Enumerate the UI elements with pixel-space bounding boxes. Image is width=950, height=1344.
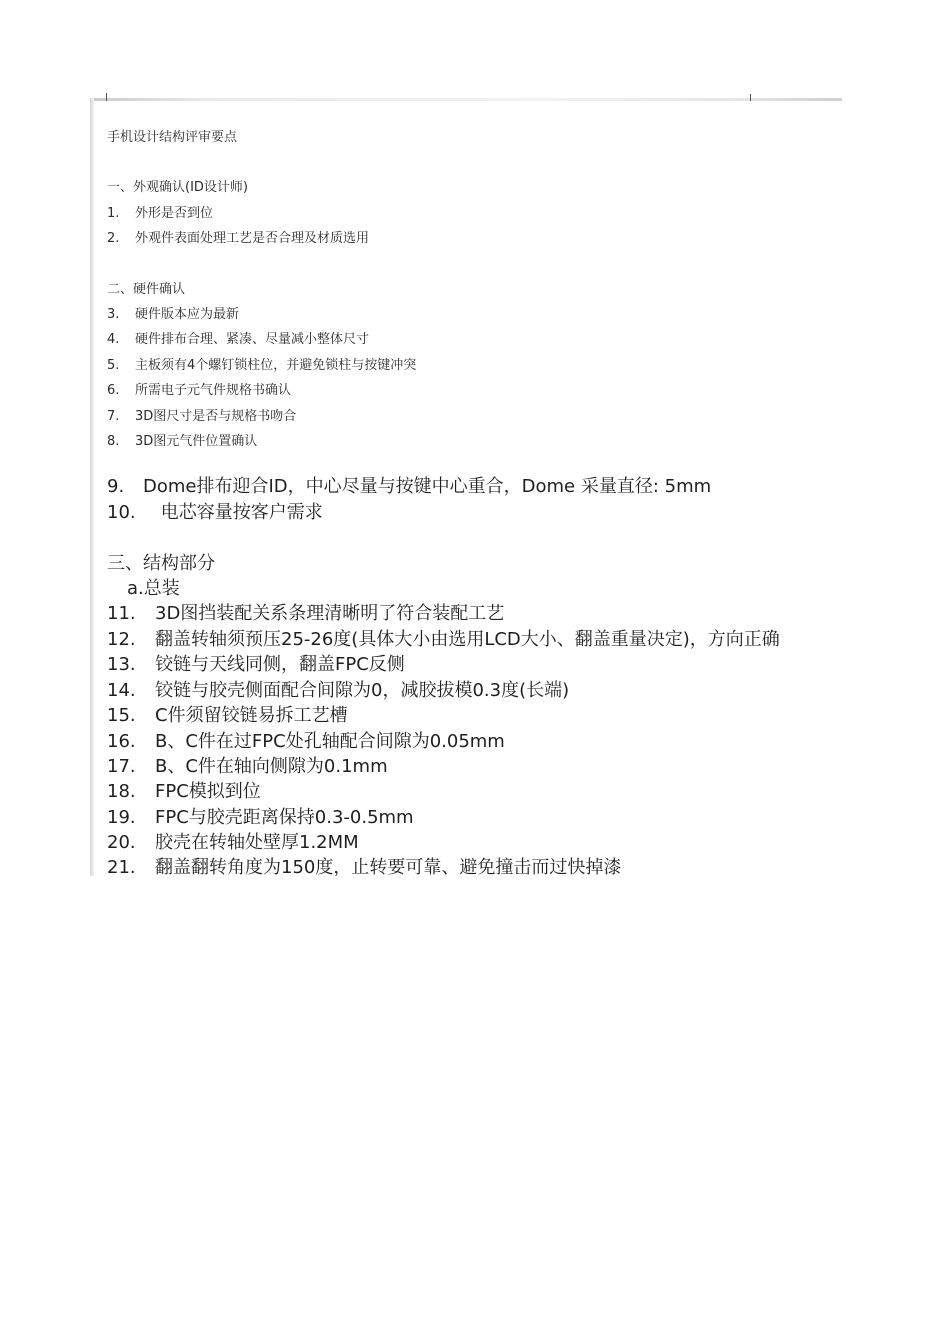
list-item — [107, 475, 711, 499]
section1-heading: 一、外观确认(ID设计师) — [107, 180, 248, 195]
list-item — [107, 306, 239, 324]
list-item — [107, 780, 261, 804]
item-text: 铰链与胶壳侧面配合间隙为0，减胶拔模0.3度(长端) — [155, 680, 570, 701]
item-number: 16. — [107, 731, 136, 752]
item-text: 铰链与天线同侧，翻盖FPC反侧 — [155, 654, 405, 675]
divider-tick-right — [750, 94, 751, 101]
list-item — [107, 331, 369, 349]
section2-heading: 二、硬件确认 — [107, 282, 186, 297]
list-item — [107, 230, 369, 248]
list-item — [107, 653, 405, 677]
section3-subheading: a.总装 — [127, 578, 180, 599]
item-text: 外观件表面处理工艺是否合理及材质选用 — [135, 231, 370, 246]
item-text: FPC与胶壳距离保持0.3-0.5mm — [155, 807, 414, 828]
item-number: 21. — [107, 857, 136, 876]
top-divider — [90, 98, 842, 101]
item-text: 所需电子元气件规格书确认 — [135, 383, 292, 398]
item-number: 6. — [107, 383, 120, 398]
list-item — [107, 628, 780, 652]
list-item — [107, 730, 505, 754]
item-number: 9. — [107, 476, 125, 497]
item-number: 5. — [107, 358, 120, 373]
item-text: B、C件在轴向侧隙为0.1mm — [155, 756, 388, 777]
item-text: FPC模拟到位 — [155, 781, 261, 802]
list-item — [107, 679, 569, 703]
list-item — [107, 755, 388, 779]
item-number: 20. — [107, 832, 136, 853]
item-number: 3. — [107, 307, 120, 322]
item-text: C件须留铰链易拆工艺槽 — [155, 705, 348, 726]
document-content — [107, 124, 847, 876]
item-text: 翻盖转轴须预压25-26度(具体大小由选用LCD大小、翻盖重量决定)，方向正确 — [155, 629, 780, 650]
item-text: B、C件在过FPC处孔轴配合间隙为0.05mm — [155, 731, 505, 752]
item-text: 电芯容量按客户需求 — [155, 502, 323, 523]
item-number: 14. — [107, 680, 136, 701]
item-number: 8. — [107, 434, 120, 449]
item-text: 外形是否到位 — [135, 206, 214, 221]
list-item — [107, 382, 291, 400]
list-item — [107, 205, 213, 223]
item-number: 1. — [107, 206, 120, 221]
item-number: 18. — [107, 781, 136, 802]
left-edge-shadow — [90, 98, 94, 876]
list-item — [107, 831, 359, 855]
list-item — [107, 704, 348, 728]
list-item — [107, 602, 504, 626]
item-text: 3D图尺寸是否与规格书吻合 — [135, 409, 297, 424]
item-number: 13. — [107, 654, 136, 675]
item-text: Dome排布迎合ID，中心尽量与按键中心重合，Dome 采量直径: 5mm — [143, 476, 712, 497]
list-item — [107, 806, 414, 830]
item-text: 硬件版本应为最新 — [135, 307, 240, 322]
item-text: 3D图挡装配关系条理清晰明了符合装配工艺 — [155, 603, 505, 624]
list-item — [107, 433, 257, 451]
list-item — [107, 856, 621, 876]
item-number: 4. — [107, 332, 120, 347]
item-text: 翻盖翻转角度为150度，止转要可靠、避免撞击而过快掉漆 — [155, 857, 622, 876]
item-number: 10. — [107, 502, 136, 523]
document-title: 手机设计结构评审要点 — [107, 130, 238, 145]
list-item — [107, 408, 296, 426]
item-number: 2. — [107, 231, 120, 246]
list-item — [107, 357, 416, 375]
item-number: 17. — [107, 756, 136, 777]
divider-tick-left — [106, 93, 107, 101]
item-text: 3D图元气件位置确认 — [135, 434, 258, 449]
item-text: 主板须有4个螺钉锁柱位，并避免锁柱与按键冲突 — [135, 358, 417, 373]
item-number: 12. — [107, 629, 136, 650]
item-text: 硬件排布合理、紧凑、尽量减小整体尺寸 — [135, 332, 370, 347]
item-number: 11. — [107, 603, 136, 624]
item-number: 19. — [107, 807, 136, 828]
item-number: 15. — [107, 705, 136, 726]
item-number: 7. — [107, 409, 120, 424]
section3-heading: 三、结构部分 — [107, 553, 215, 574]
list-item — [107, 501, 323, 525]
item-text: 胶壳在转轴处壁厚1.2MM — [155, 832, 359, 853]
